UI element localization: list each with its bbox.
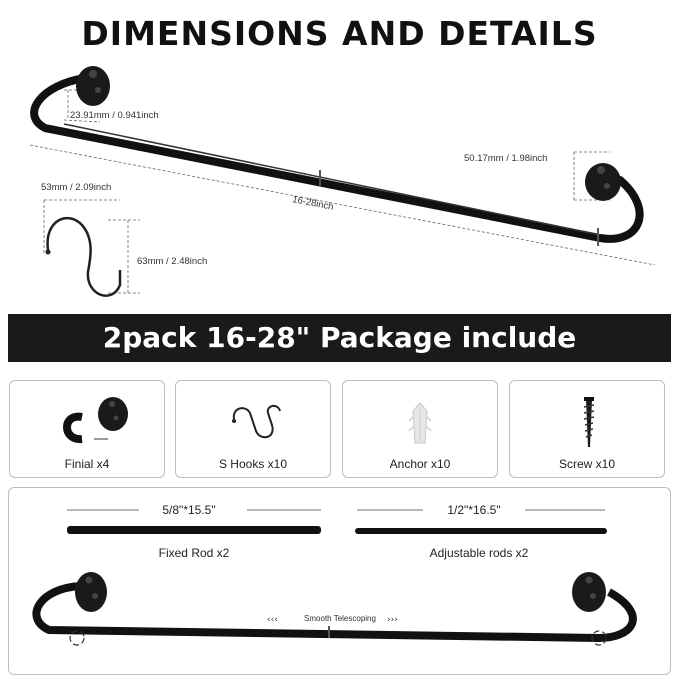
package-label-screw: Screw x10 bbox=[558, 457, 616, 471]
package-label-anchor: Anchor x10 bbox=[389, 457, 451, 471]
adjustable-rod-size: 1/2"*16.5" bbox=[447, 503, 501, 517]
rods-graphic bbox=[9, 488, 670, 674]
package-card-s-hooks bbox=[175, 380, 331, 478]
page-title: DIMENSIONS AND DETAILS bbox=[81, 14, 598, 53]
package-label-s-hooks: S Hooks x10 bbox=[218, 457, 288, 471]
telescoping-label: Smooth Telescoping bbox=[304, 614, 376, 623]
dim-finial-width: 50.17mm / 1.98inch bbox=[464, 153, 548, 164]
anchor-icon bbox=[343, 381, 497, 451]
adjustable-rod bbox=[355, 528, 607, 534]
package-label-finial: Finial x4 bbox=[64, 457, 110, 471]
fixed-rod-size: 5/8"*15.5" bbox=[162, 503, 216, 517]
s-hook-diagram bbox=[48, 218, 120, 296]
package-card-anchor bbox=[342, 380, 498, 478]
rods-panel bbox=[8, 487, 671, 675]
finial-icon bbox=[10, 381, 164, 451]
dim-hook-height: 63mm / 2.48inch bbox=[137, 256, 208, 267]
fixed-rod-label: Fixed Rod x2 bbox=[158, 546, 230, 560]
package-card-finial bbox=[9, 380, 165, 478]
screw-icon bbox=[510, 381, 664, 451]
dim-hook-width: 53mm / 2.09inch bbox=[41, 182, 112, 193]
dim-rod-length: 16-28inch bbox=[291, 194, 335, 213]
adjustable-rod-label: Adjustable rods x2 bbox=[429, 546, 529, 560]
s-hook-icon bbox=[176, 381, 330, 451]
package-card-screw bbox=[509, 380, 665, 478]
fixed-rod bbox=[67, 526, 321, 534]
svg-text:›››: ››› bbox=[387, 615, 398, 625]
package-banner: 2pack 16-28" Package include bbox=[8, 314, 671, 362]
dim-bracket-height: 23.91mm / 0.941inch bbox=[70, 110, 159, 121]
svg-text:‹‹‹: ‹‹‹ bbox=[267, 615, 278, 625]
